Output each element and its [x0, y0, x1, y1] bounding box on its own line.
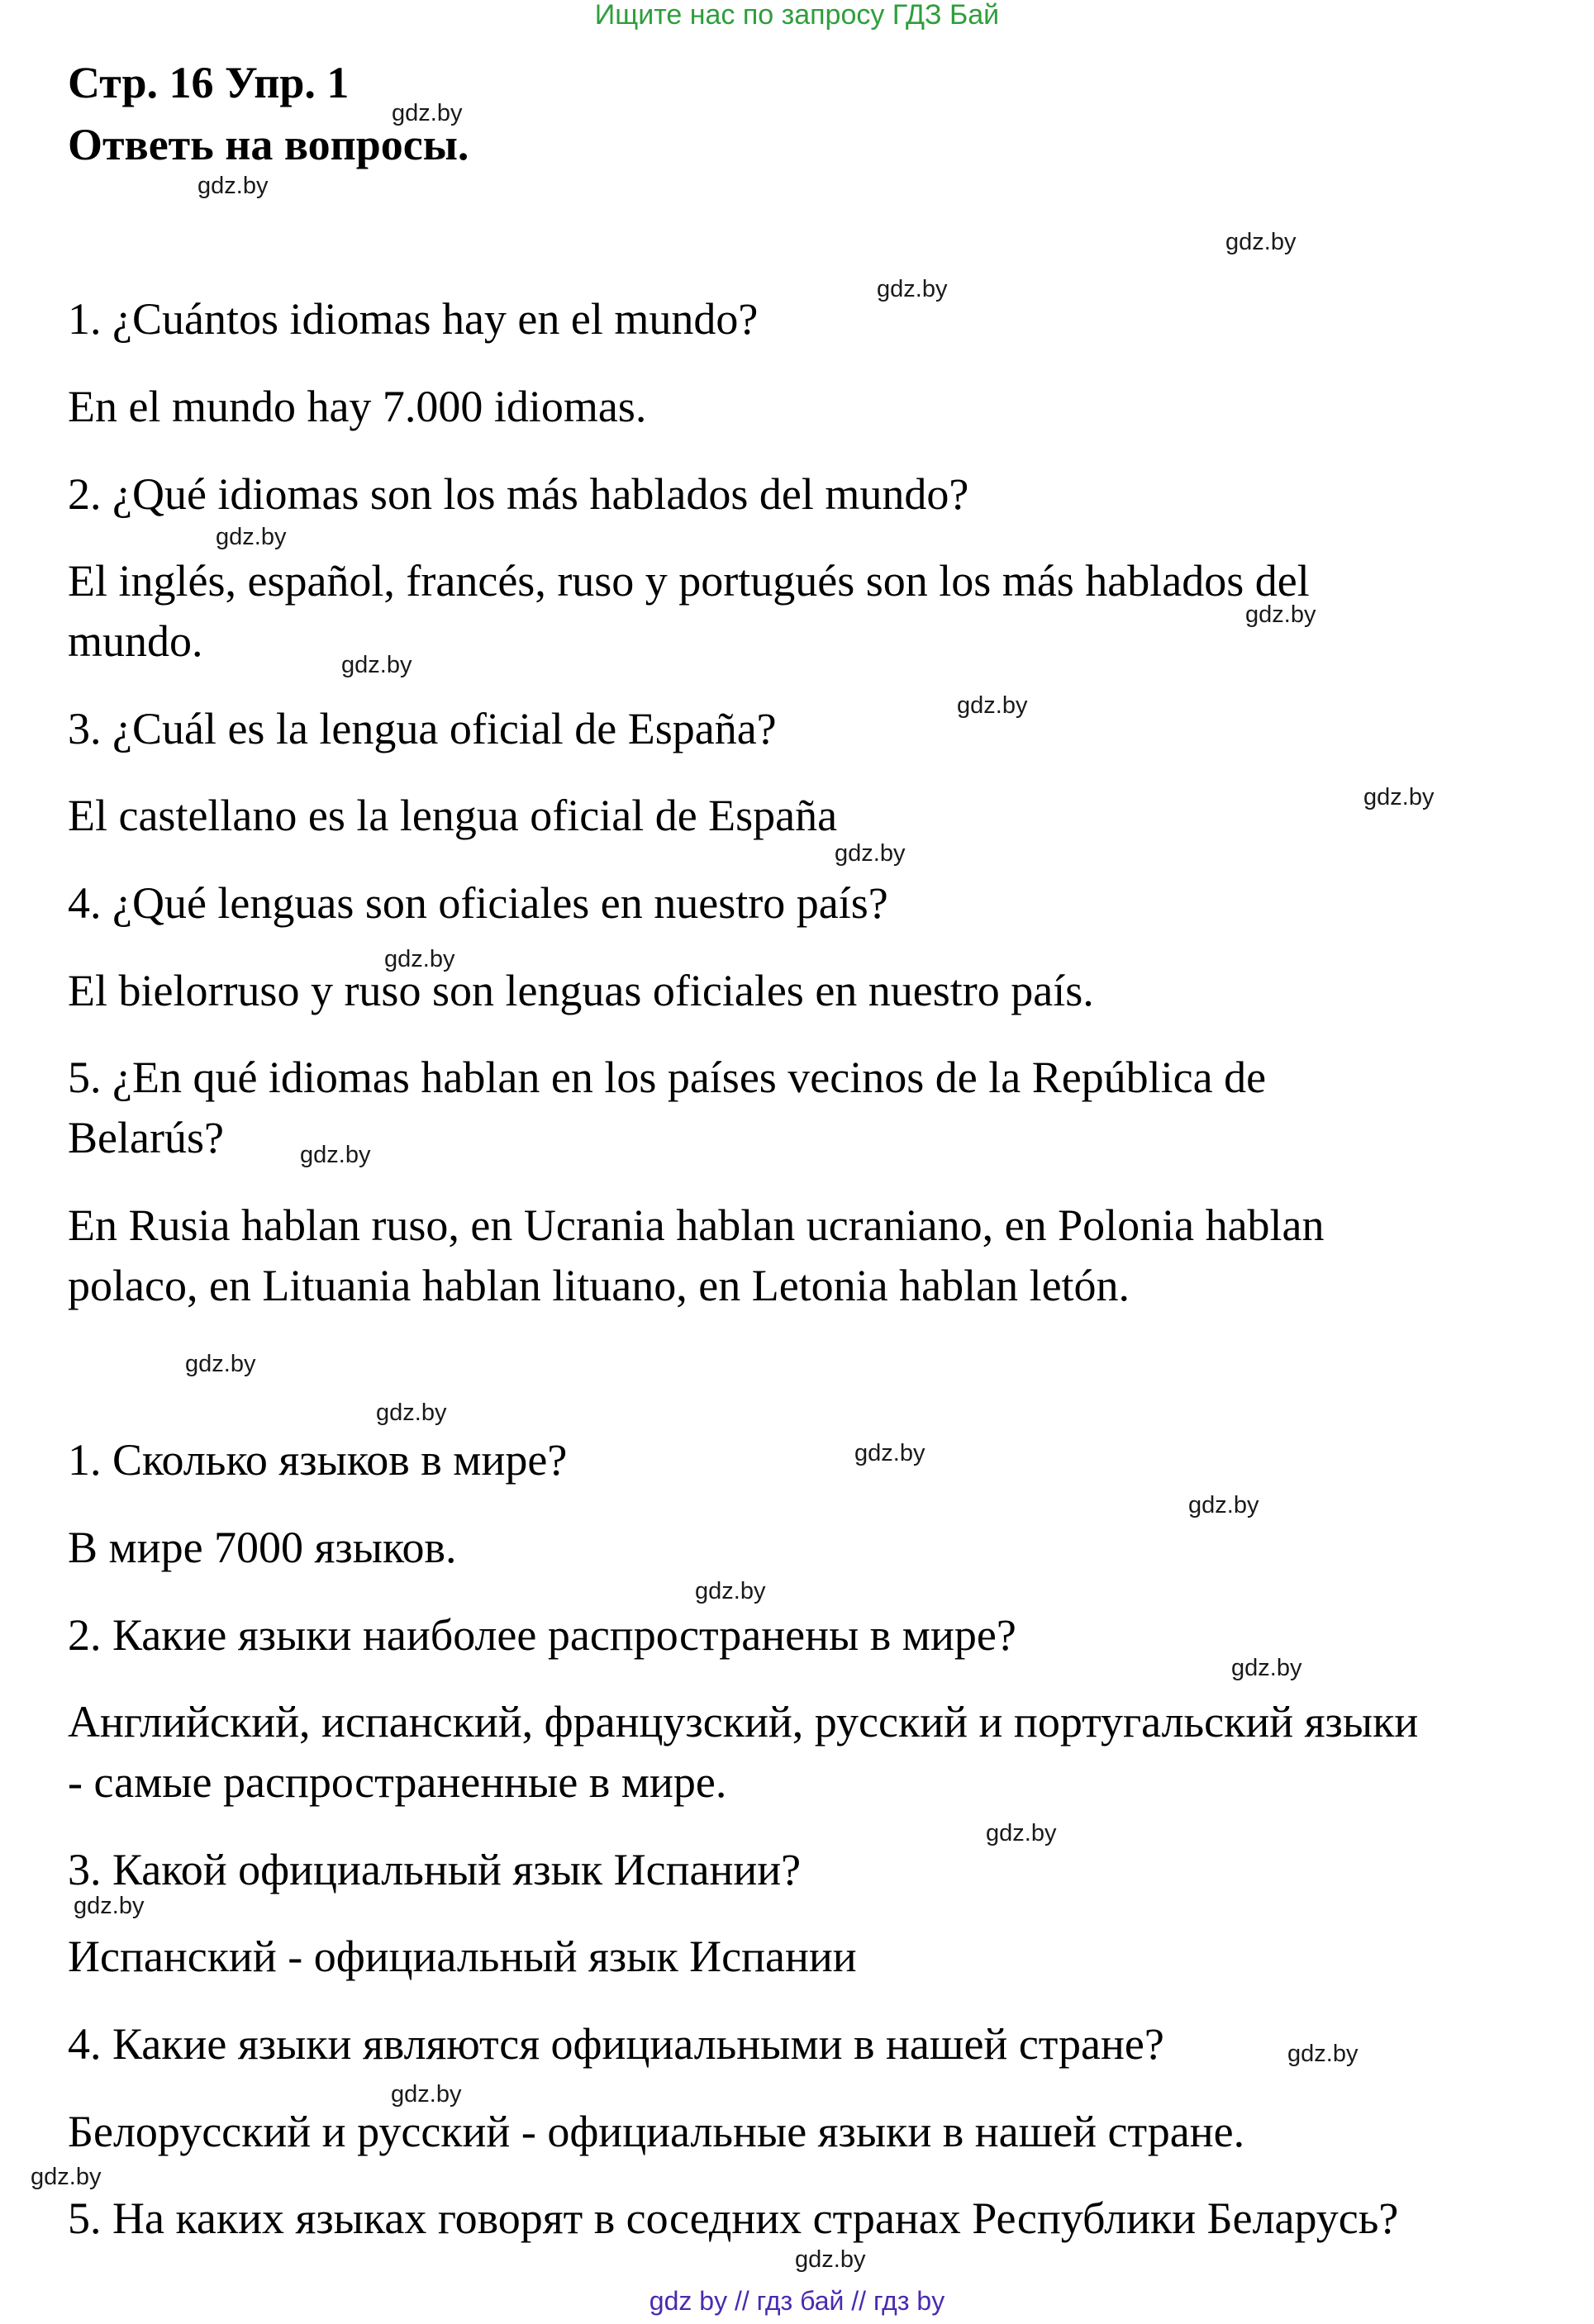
page-title: Стр. 16 Упр. 1	[68, 58, 350, 107]
ru-question-2: 2. Какие языки наиболее распространены в мире?	[68, 1610, 1016, 1660]
ru-answer-2-line-1: Английский, испанский, французский, русский и португальский языки	[68, 1697, 1419, 1747]
watermark: gdz.by	[197, 173, 269, 199]
watermark: gdz.by	[877, 276, 948, 302]
ru-question-3: 3. Какой официальный язык Испании?	[68, 1845, 802, 1894]
watermark: gdz.by	[341, 652, 412, 678]
watermark: gdz.by	[31, 2164, 102, 2190]
es-question-3: 3. ¿Cuál es la lengua oficial de España?	[68, 704, 777, 753]
watermark: gdz.by	[1287, 2041, 1358, 2067]
es-question-2: 2. ¿Qué idiomas son los más hablados del mundo?	[68, 469, 969, 519]
watermark: gdz.by	[854, 1440, 925, 1466]
es-answer-5-line-1: En Rusia hablan ruso, en Ucrania hablan ucraniano, en Polonia hablan	[68, 1200, 1325, 1250]
es-answer-1: En el mundo hay 7.000 idiomas.	[68, 382, 647, 431]
es-answer-2-line-1: El inglés, español, francés, ruso y portugués son los más hablados del	[68, 556, 1310, 606]
watermark: gdz.by	[74, 1893, 145, 1919]
watermark: gdz.by	[795, 2246, 866, 2273]
es-answer-4: El bielorruso y ruso son lenguas oficiales en nuestro país.	[68, 966, 1094, 1015]
watermark: gdz.by	[391, 2081, 462, 2108]
footer-watermark: gdz by // гдз бай // гдз by	[649, 2286, 945, 2316]
watermark: gdz.by	[835, 840, 906, 867]
watermark: gdz.by	[986, 1820, 1057, 1846]
watermark: gdz.by	[185, 1351, 256, 1377]
watermark: gdz.by	[384, 946, 455, 972]
ru-answer-1: В мире 7000 языков.	[68, 1523, 457, 1572]
es-question-5-line-2: Belarús?	[68, 1113, 224, 1162]
ru-question-4: 4. Какие языки являются официальными в нашей стране?	[68, 2019, 1164, 2069]
es-question-5-line-1: 5. ¿En qué idiomas hablan en los países vecinos de la República de	[68, 1053, 1267, 1102]
watermark: gdz.by	[957, 692, 1028, 719]
watermark: gdz.by	[216, 524, 287, 550]
watermark: gdz.by	[1188, 1492, 1259, 1518]
watermark: gdz.by	[300, 1142, 371, 1168]
watermark: gdz.by	[695, 1578, 766, 1604]
ru-answer-2-line-2: - самые распространенные в мире.	[68, 1757, 727, 1807]
es-question-4: 4. ¿Qué lenguas son oficiales en nuestro país?	[68, 878, 888, 928]
ru-answer-3: Испанский - официальный язык Испании	[68, 1932, 857, 1981]
es-question-1: 1. ¿Cuántos idiomas hay en el mundo?	[68, 294, 759, 344]
ru-question-5: 5. На каких языках говорят в соседних странах Республики Беларусь?	[68, 2193, 1399, 2243]
watermark: gdz.by	[1245, 601, 1316, 628]
watermark: gdz.by	[1231, 1655, 1302, 1681]
es-answer-5-line-2: polaco, en Lituania hablan lituano, en Letonia hablan letón.	[68, 1261, 1130, 1310]
ru-answer-4: Белорусский и русский - официальные языки в нашей стране.	[68, 2107, 1245, 2156]
es-answer-3: El castellano es la lengua oficial de España	[68, 791, 838, 840]
ru-question-1: 1. Сколько языков в мире?	[68, 1435, 568, 1485]
watermark: gdz.by	[392, 100, 463, 126]
instruction: Ответь на вопросы.	[68, 120, 469, 169]
es-answer-2-line-2: mundo.	[68, 616, 203, 666]
watermark: gdz.by	[1363, 784, 1435, 810]
top-banner: Ищите нас по запросу ГДЗ Бай	[594, 0, 1000, 31]
watermark: gdz.by	[1225, 229, 1297, 255]
watermark: gdz.by	[376, 1400, 447, 1426]
